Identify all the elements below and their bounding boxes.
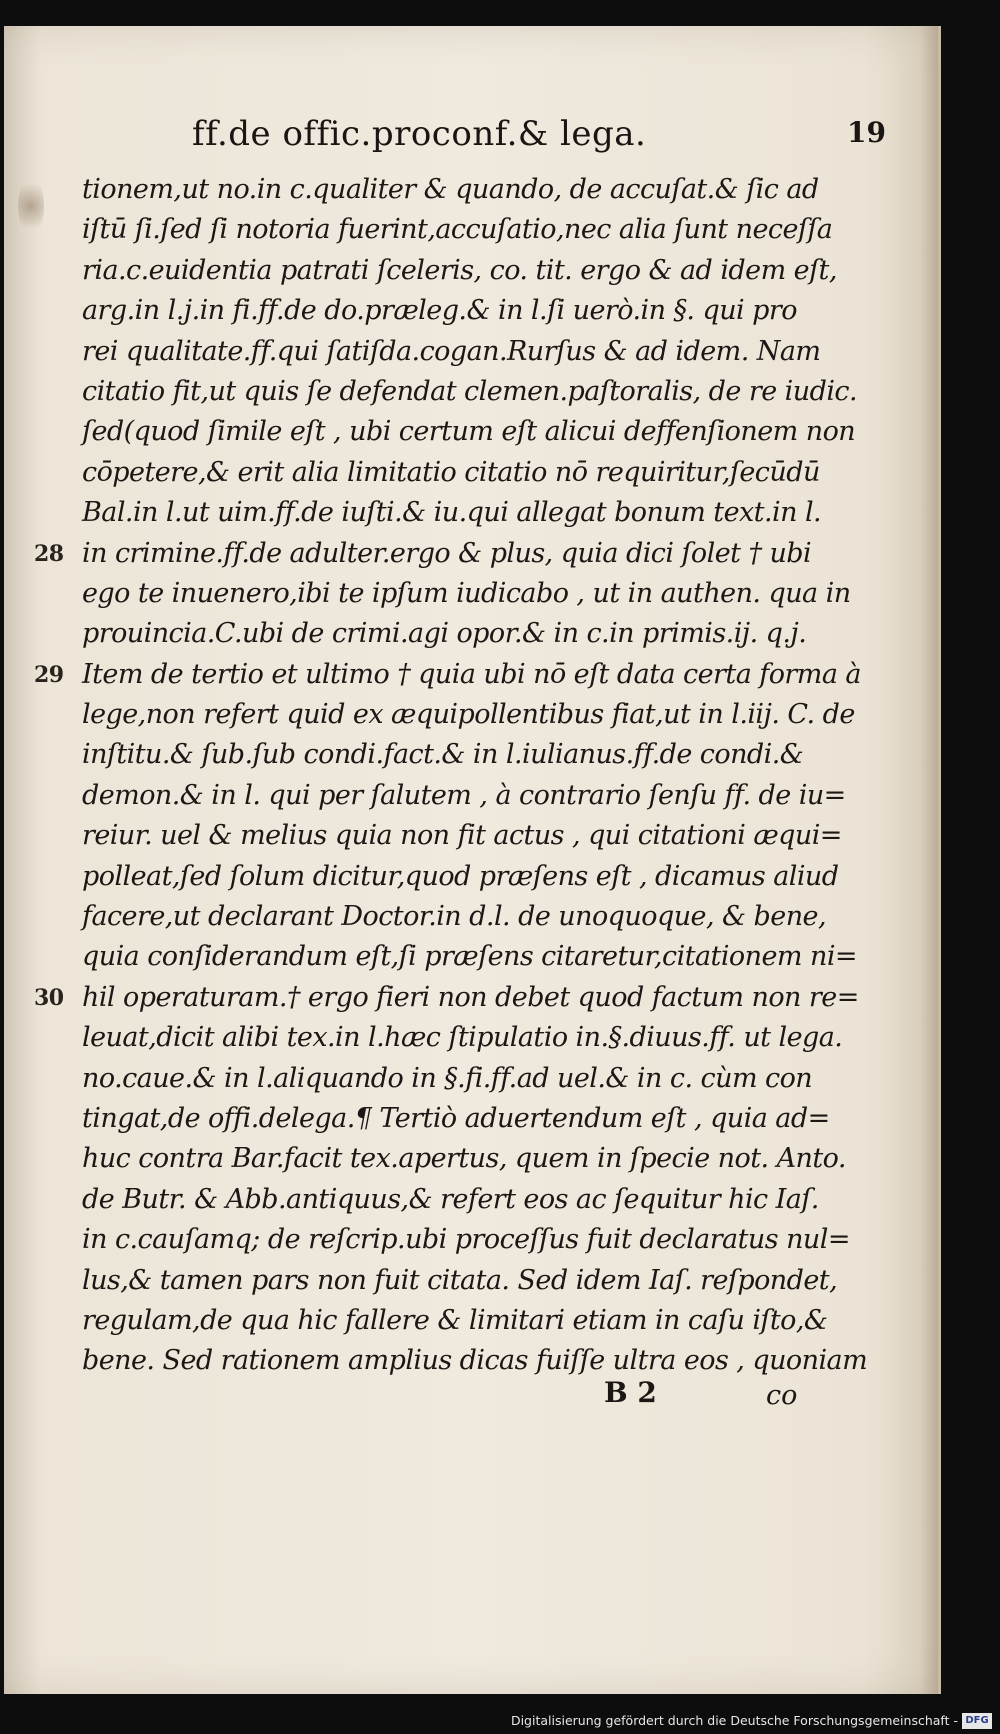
line-text: regulam,de qua hic fallere & limitari etiam in caſu iſto,&: [82, 1304, 828, 1336]
text-line: [82, 695, 855, 735]
line-text: ria.c.euidentia patrati ſceleris, co. tit. ergo & ad idem eſt,: [82, 254, 837, 286]
line-text: ego te inuenero,ibi te ipſum iudicabo , ut in authen. qua in: [82, 577, 851, 609]
text-line: [82, 937, 857, 977]
text-line: [82, 412, 856, 452]
credit-text: Digitalisierung gefördert durch die Deutsche Forschungsgemeinschaft -: [510, 1713, 958, 1728]
text-line: [82, 897, 827, 937]
line-text: huc contra Bar.facit tex.apertus, quem in ſpecie not. Anto.: [82, 1143, 846, 1175]
line-text: Item de tertio et ultimo † quia ubi nō eſt data certa forma à: [82, 658, 861, 690]
margin-number: 30: [34, 984, 64, 1011]
page-footer: [4, 1376, 938, 1426]
margin-number: 29: [34, 661, 64, 688]
line-text: in crimine.ff.de adulter.ergo & plus, quia dici ſolet † ubi: [82, 537, 812, 569]
line-text: facere,ut declarant Doctor.in d.l. de unoquoque, & bene,: [82, 901, 827, 933]
line-text: tionem,ut no.in c.qualiter & quando, de accuſat.& ſic ad: [82, 174, 819, 205]
body-text: [34, 170, 868, 1382]
line-text: leuat,dicit alibi tex.in l.hæc ſtipulatio in.§.diuus.ff. ut lega.: [82, 1022, 843, 1054]
line-text: lus,& tamen pars non fuit citata. Sed idem Iaſ. reſpondet,: [82, 1264, 838, 1296]
signature-mark: B 2: [604, 1376, 657, 1409]
line-text: citatio fit,ut quis ſe defendat clemen.paſtoralis, de re iudic.: [82, 375, 858, 407]
line-text: iſtū ſi.ſed ſi notoria fuerint,accuſatio,nec alia ſunt neceſſa: [82, 214, 833, 246]
line-text: no.caue.& in l.aliquando in §.fi.ff.ad uel.& in c. cùm con: [82, 1062, 813, 1094]
book-page: [4, 26, 941, 1694]
line-text: polleat,ſed ſolum dicitur,quod præſens eſt , dicamus aliud: [82, 860, 839, 892]
text-line: [82, 493, 822, 533]
page-edge-shadow: [920, 26, 938, 1694]
page-header: [4, 86, 938, 154]
text-line: [82, 291, 822, 331]
line-text: quia conſiderandum eſt,ſi præſens citaretur,citationem ni=: [82, 941, 857, 973]
line-text: inſtitu.& ſub.ſub condi.fact.& in l.iulianus.ff.de condi.&: [82, 739, 804, 771]
ink-stain: [18, 176, 44, 236]
text-line: [82, 614, 822, 654]
text-line: [82, 453, 822, 493]
line-text: rei qualitate.ff.qui ſatiſda.cogan.Rurſus & ad idem. Nam: [82, 335, 821, 367]
line-text: ſed(quod ſimile eſt , ubi certum eſt alicui deffenſionem non: [82, 416, 856, 448]
folio-number: 19: [847, 116, 886, 149]
text-line: [82, 1261, 838, 1301]
line-text: prouincia.C.ubi de crimi.agi opor.& in c.in primis.ij. q.j.: [82, 618, 807, 650]
line-text: arg.in l.j.in fi.ff.de do.præleg.& in l.ſi uerò.in §. qui pro: [82, 295, 797, 327]
text-line: [82, 816, 842, 856]
text-line: [82, 1180, 822, 1220]
credit-strip: [0, 1694, 1000, 1734]
text-line: [82, 1301, 828, 1341]
text-line: [82, 332, 822, 372]
line-text: in c.cauſamq; de reſcrip.ubi proceſſus fuit declaratus nul=: [82, 1224, 850, 1256]
text-line: [82, 1220, 850, 1260]
line-text: demon.& in l. qui per ſalutem , à contrario ſenſu ff. de iu=: [82, 779, 846, 811]
text-line: [82, 735, 822, 775]
text-line: [82, 857, 839, 897]
line-text: hil operaturam.† ergo fieri non debet quod factum non re=: [82, 981, 859, 1013]
text-line: [34, 534, 822, 574]
dfg-logo: DFG: [962, 1713, 992, 1729]
text-line: [82, 1059, 822, 1099]
text-line: [82, 210, 833, 250]
running-head: ff.de offic.proconf.& lega.: [192, 114, 647, 154]
text-line: [82, 251, 837, 291]
text-line: [82, 372, 858, 412]
margin-number: 28: [34, 540, 64, 567]
text-line: [82, 170, 822, 210]
line-text: cōpetere,& erit alia limitatio citatio nō requiritur,ſecūdū: [82, 456, 820, 488]
line-text: Bal.in l.ut uim.ff.de iuſti.& iu.qui allegat bonum text.in l.: [82, 497, 822, 529]
text-line: [82, 574, 851, 614]
text-line: [82, 1018, 843, 1058]
text-line: [82, 1099, 830, 1139]
line-text: tingat,de offi.delega.¶ Tertiò aduertendum eſt , quia ad=: [82, 1102, 830, 1134]
text-line: [34, 655, 861, 695]
line-text: lege,non refert quid ex æquipollentibus fiat,ut in l.iij. C. de: [82, 699, 855, 731]
text-line: [34, 978, 859, 1018]
line-text: bene. Sed rationem amplius dicas fuiſſe ultra eos , quoniam: [82, 1345, 868, 1377]
catchword: co: [766, 1380, 798, 1411]
text-line: [82, 1139, 846, 1179]
line-text: reiur. uel & melius quia non fit actus , qui citationi æqui=: [82, 820, 842, 852]
text-line: [82, 776, 846, 816]
line-text: de Butr. & Abb.antiquus,& refert eos ac ſequitur hic Iaſ.: [82, 1183, 819, 1215]
